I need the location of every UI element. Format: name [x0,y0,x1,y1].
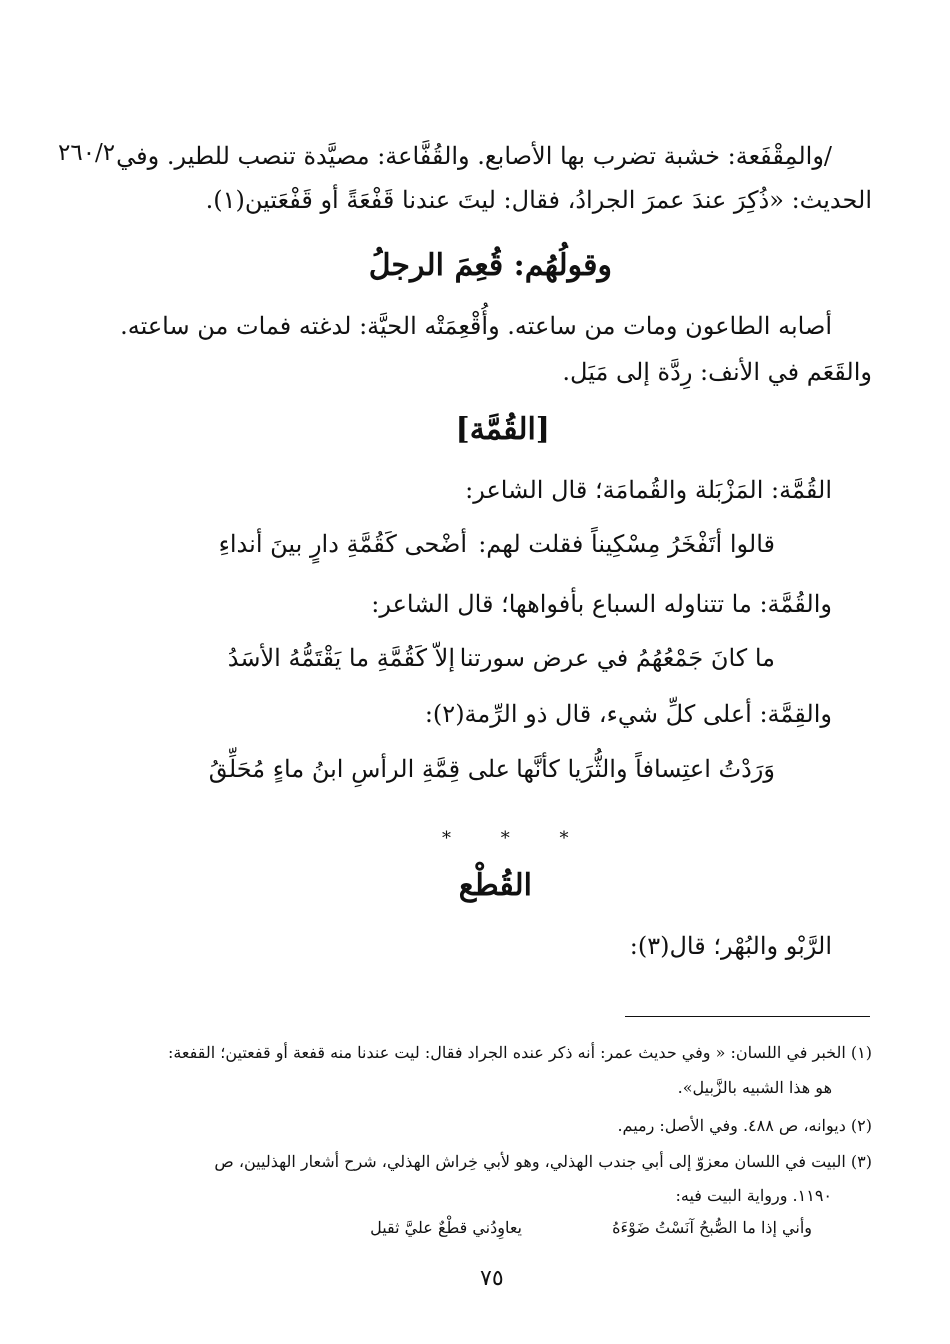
verse-second-hemistich: إلاّ كَقُمَّةِ ما يَقْتَمُّهُ الأسَدُ [227,644,455,672]
text-line: والقَعَم في الأنف: رِدَّة إلى مَيَل. [562,358,872,386]
verse-first-hemistich: ما كانَ جَمْعُهُمُ في عرض سورتنا [459,644,775,672]
section-separator: * * * [442,828,591,849]
footnote: (١) الخبر في اللسان: « وفي حديث عمر: أنه ذكر عنده الجراد فقال: ليت عندنا منه قفعة أو قفعتين؛ القفعة: [167,1043,872,1062]
text-line: الحديث: «ذُكِرَ عندَ عمرَ الجرادُ، فقال: ليتَ عندنا قَفْعَةً أو قَفْعَتين(١). [205,186,872,214]
text-line: /والمِقْفَعة: خشبة تضرب بها الأصابع. والقُفَّاعة: مصيَّدة تنصب للطير. وفي [116,142,832,170]
footnote: ١١٩٠. ورواية البيت فيه: [675,1186,832,1205]
footnote-verse-first: وأني إذا ما الصُّبحُ آنَسْتُ ضَوْءَهُ [612,1218,812,1237]
verse-first-hemistich: وَرَدْتُ اعتِسافاً والثُّرَيا كأنَّها [516,755,775,783]
text-line: القُمَّة: المَزْبَلة والقُمامَة؛ قال الشاعر: [465,476,832,504]
verse-second-hemistich: أضْحى كَقُمَّةِ دارٍ بينَ أنداءِ [218,530,467,558]
text-line: الرَّبْو والبُهْر؛ قال(٣): [629,932,832,960]
verse-second-hemistich: على قِمَّةِ الرأسِ ابنُ ماءٍ مُحَلِّقُ [208,755,510,783]
footnote: (٣) البيت في اللسان معزوّ إلى أبي جندب الهذلي، وهو لأبي خِراش الهذلي، شرح أشعار الهذليين، ص [214,1152,872,1171]
section-heading: [القُمَّة] [455,412,550,447]
footnote: هو هذا الشبيه بالزَّبيل». [677,1078,832,1097]
footnote: (٢) ديوانه، ص ٤٨٨. وفي الأصل: رميم. [617,1116,872,1135]
margin-reference: ٢٦٠/٢ [58,140,116,166]
verse-first-hemistich: قالوا أتَفْخَرُ مِسْكِيناً فقلت لهم: [478,530,775,558]
footnote-divider [625,1016,870,1017]
text-line: أصابه الطاعون ومات من ساعته. وأُقْعِمَتْه الحيَّة: لدغته فمات من ساعته. [120,312,832,340]
text-line: والقِمَّة: أعلى كلِّ شيء، قال ذو الرِّمة(٢): [424,700,832,728]
text-line: والقُمَّة: ما تتناوله السباع بأفواهها؛ قال الشاعر: [371,590,832,618]
section-heading: وقولُهُم: قُعِمَ الرجلُ [368,248,612,283]
footnote-verse-second: يعاوِدُني قطْعٌ عليَّ ثقيل [370,1218,522,1237]
section-heading: القُطْع [458,868,532,903]
page-number: ٧٥ [480,1266,504,1291]
